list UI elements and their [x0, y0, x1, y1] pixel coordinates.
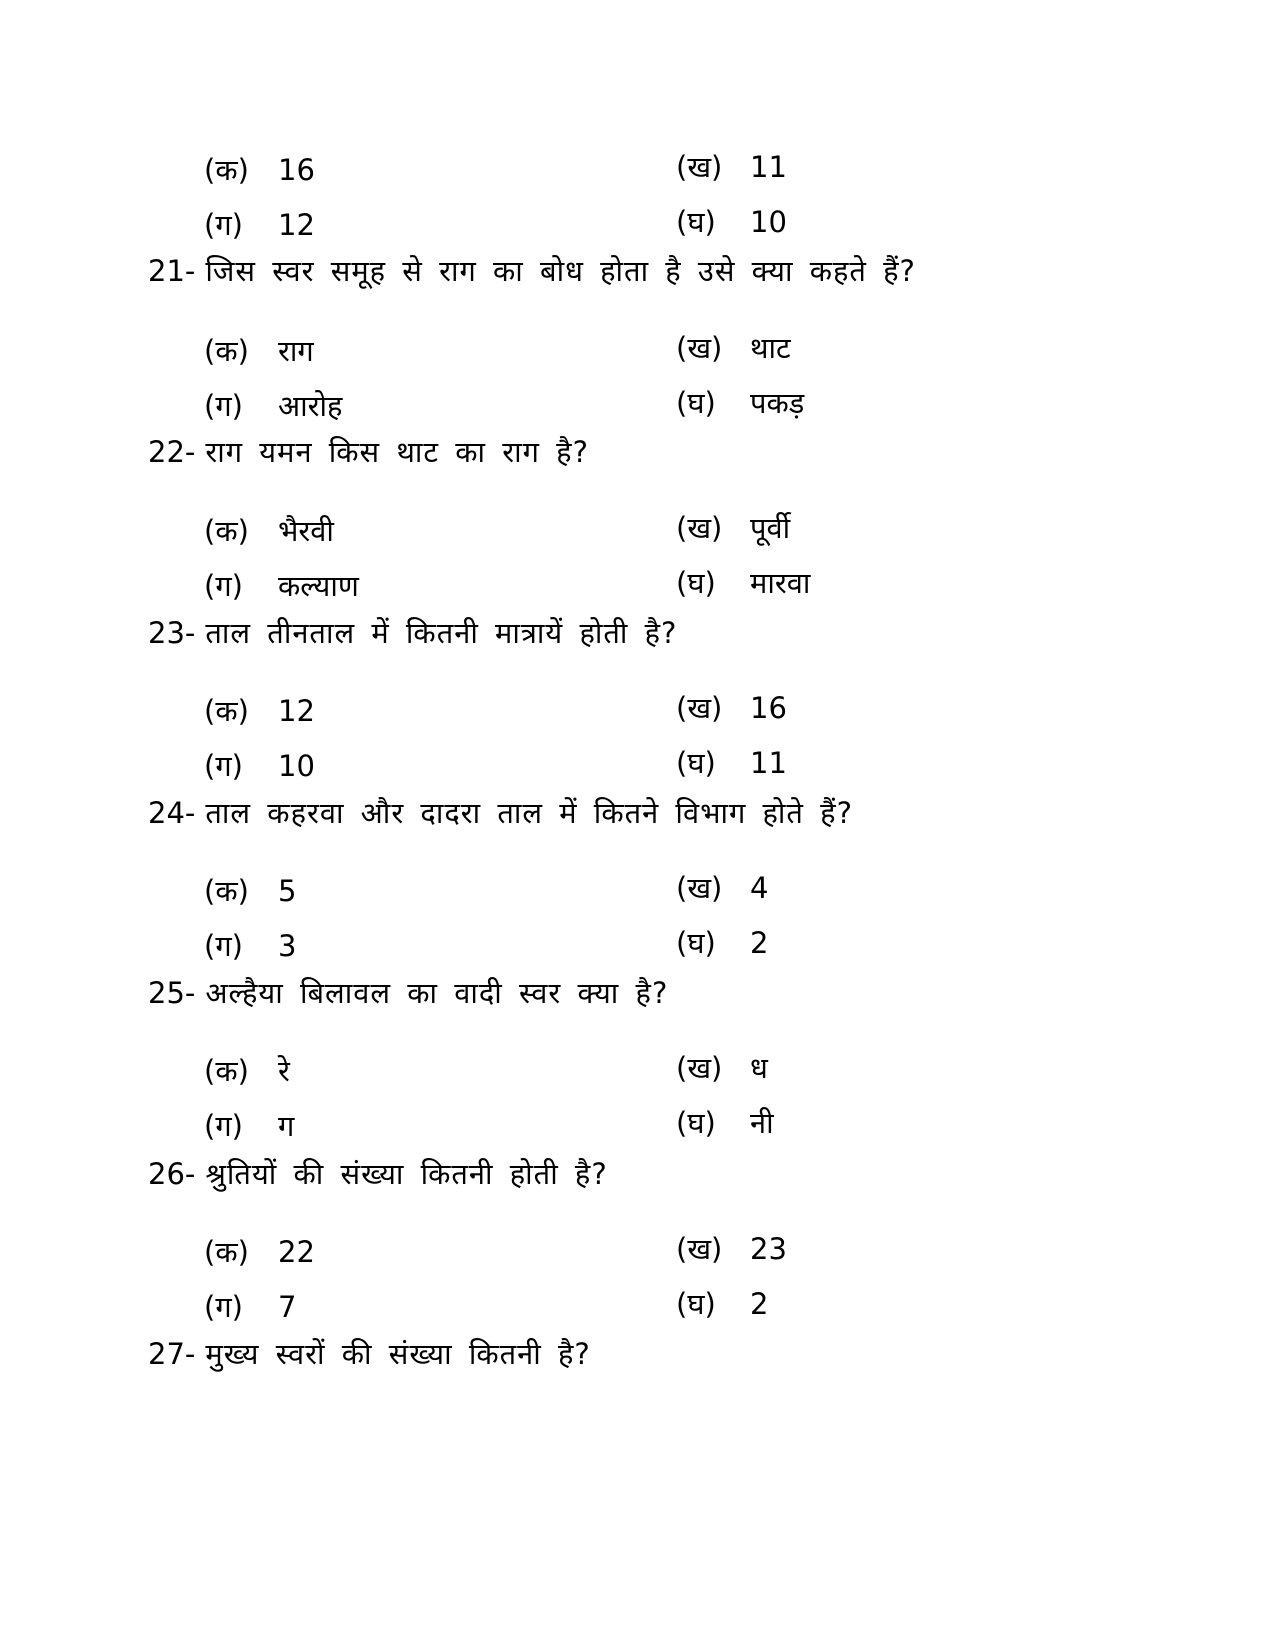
option-label: (घ)	[676, 386, 716, 420]
option-label: (ख)	[676, 511, 723, 545]
question-number: 22-	[148, 435, 196, 469]
option-label: (क)	[204, 874, 249, 908]
option-label: (क)	[204, 514, 249, 548]
option-label: (क)	[204, 694, 249, 728]
option-label: (ग)	[204, 1109, 243, 1143]
option-value: 11	[750, 746, 787, 780]
option-label: (ग)	[204, 749, 243, 783]
option-label: (ग)	[204, 569, 243, 603]
option-value: 4	[750, 871, 769, 905]
question-number: 24-	[148, 796, 196, 830]
option-label: (ख)	[676, 691, 723, 725]
option-value: 22	[278, 1235, 315, 1269]
question-text: अल्हैया बिलावल का वादी स्वर क्या है?	[205, 976, 669, 1010]
option-value: 11	[750, 150, 787, 184]
option-value: 5	[278, 874, 297, 908]
option-value: भैरवी	[278, 514, 334, 548]
option-value: नी	[750, 1106, 774, 1140]
option-label: (घ)	[676, 746, 716, 780]
question-text: ताल तीनताल में कितनी मात्रायें होती है?	[205, 616, 678, 650]
option-value: 16	[750, 691, 787, 725]
option-label: (घ)	[676, 205, 716, 239]
option-label: (घ)	[676, 566, 716, 600]
option-value: रे	[278, 1054, 290, 1088]
option-value: 2	[750, 926, 769, 960]
question-text: मुख्य स्वरों की संख्या कितनी है?	[205, 1337, 591, 1371]
question-26	[148, 1156, 608, 1192]
option-label: (ग)	[204, 208, 243, 242]
option-label: (ग)	[204, 1290, 243, 1324]
options-q26	[204, 1234, 904, 1334]
option-value: मारवा	[750, 566, 811, 600]
option-value: कल्याण	[278, 569, 359, 603]
option-value: 12	[278, 208, 315, 242]
option-value: 10	[750, 205, 787, 239]
question-text: ताल कहरवा और दादरा ताल में कितने विभाग होते हैं?	[205, 796, 853, 830]
question-text: श्रुतियों की संख्या कितनी होती है?	[205, 1157, 608, 1191]
question-number: 27-	[148, 1337, 196, 1371]
options-q24	[204, 873, 904, 973]
option-label: (क)	[204, 334, 249, 368]
option-value: 2	[750, 1287, 769, 1321]
question-text: राग यमन किस थाट का राग है?	[205, 435, 589, 469]
question-number: 26-	[148, 1157, 196, 1191]
option-value: ध	[750, 1051, 768, 1085]
option-label: (घ)	[676, 926, 716, 960]
options-q22	[204, 513, 904, 613]
option-value: ग	[278, 1109, 295, 1143]
question-24	[148, 795, 853, 831]
option-label: (क)	[204, 153, 249, 187]
option-value: 16	[278, 153, 315, 187]
option-value: पूर्वी	[750, 511, 791, 545]
option-value: पकड़	[750, 386, 805, 420]
option-label: (क)	[204, 1054, 249, 1088]
question-25	[148, 975, 668, 1011]
option-value: 23	[750, 1232, 787, 1266]
options-q25	[204, 1053, 904, 1153]
option-label: (घ)	[676, 1287, 716, 1321]
question-27	[148, 1336, 591, 1372]
options-q21	[204, 333, 904, 433]
option-value: राग	[278, 334, 314, 368]
question-number: 25-	[148, 976, 196, 1010]
option-label: (क)	[204, 1235, 249, 1269]
option-label: (ग)	[204, 929, 243, 963]
option-label: (ख)	[676, 871, 723, 905]
question-23	[148, 615, 677, 651]
option-value: 3	[278, 929, 297, 963]
option-value: थाट	[750, 331, 791, 365]
option-label: (ग)	[204, 389, 243, 423]
question-text: जिस स्वर समूह से राग का बोध होता है उसे क्या कहते हैं?	[205, 254, 916, 288]
option-value: 7	[278, 1290, 297, 1324]
option-label: (घ)	[676, 1106, 716, 1140]
option-value: आरोह	[278, 389, 343, 423]
question-number: 23-	[148, 616, 196, 650]
options-q23	[204, 693, 904, 793]
option-value: 10	[278, 749, 315, 783]
options-q20	[204, 152, 904, 252]
question-number: 21-	[148, 254, 196, 288]
option-label: (ख)	[676, 331, 723, 365]
option-label: (ख)	[676, 1051, 723, 1085]
option-value: 12	[278, 694, 315, 728]
option-label: (ख)	[676, 150, 723, 184]
question-21	[148, 253, 916, 289]
question-22	[148, 434, 589, 470]
option-label: (ख)	[676, 1232, 723, 1266]
